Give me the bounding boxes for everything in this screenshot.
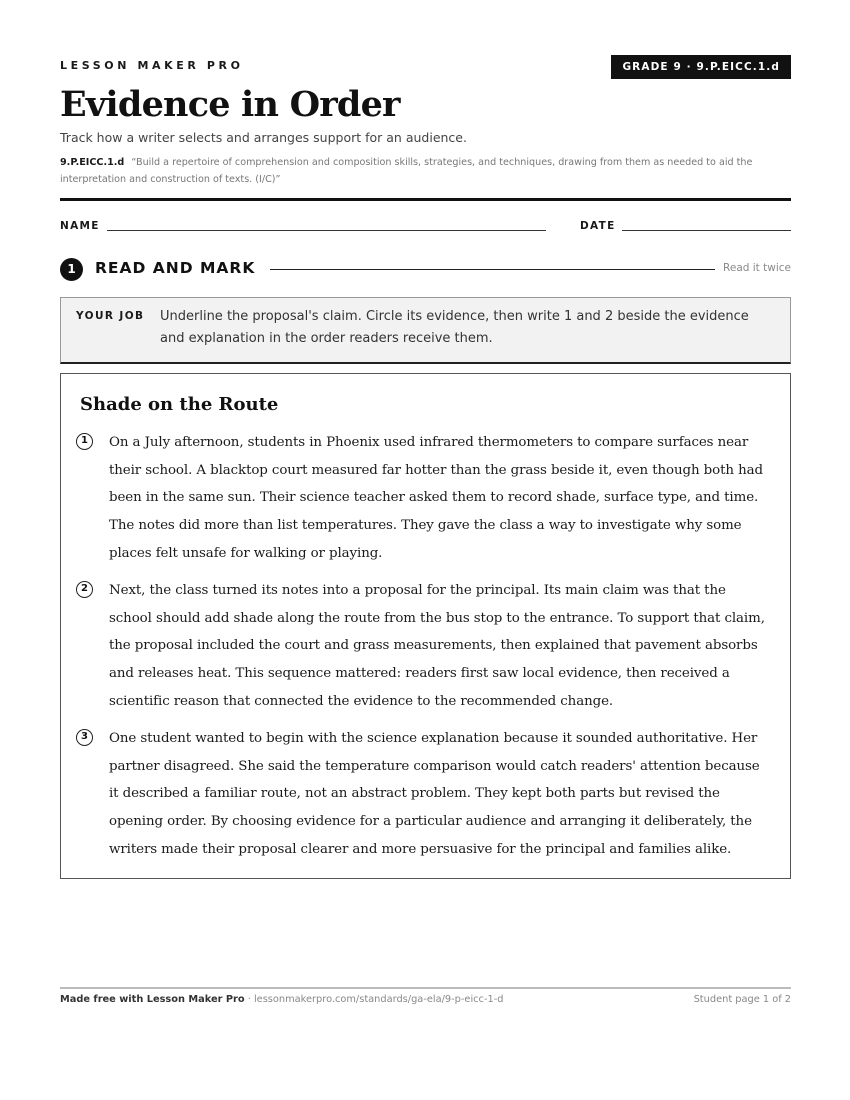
instructions-label: YOUR JOB [76, 310, 145, 322]
section-number-badge: 1 [60, 258, 83, 281]
header-divider [60, 198, 791, 201]
paragraph-number-badge: 2 [76, 581, 93, 598]
standard-code: 9.P.EICC.1.d [60, 157, 125, 168]
name-field-line[interactable] [107, 230, 546, 231]
section-divider [270, 269, 715, 270]
grade-badge: GRADE 9 · 9.P.EICC.1.d [611, 55, 791, 79]
page-indicator: Student page 1 of 2 [693, 994, 791, 1005]
instructions-box [60, 297, 791, 364]
footer-made-with: Made free with Lesson Maker Pro [60, 994, 245, 1005]
standard-description [60, 154, 791, 188]
section-title: READ AND MARK [95, 259, 256, 277]
section-note: Read it twice [723, 262, 791, 274]
paragraph-number-badge: 1 [76, 433, 93, 450]
name-label: NAME [60, 220, 100, 232]
footer-credit [60, 994, 503, 1005]
page-title: Evidence in Order [60, 84, 400, 125]
date-label: DATE [580, 220, 616, 232]
reading-passage [60, 373, 791, 879]
footer-separator: · [244, 994, 254, 1005]
header-row [60, 55, 791, 81]
brand-name: LESSON MAKER PRO [60, 59, 244, 72]
standard-text: “Build a repertoire of comprehension and composition skills, strategies, and techniques, drawing from them as needed to aid the interpretation and construction of texts. (I/C)” [60, 157, 753, 185]
footer-url[interactable]: lessonmakerpro.com/standards/ga-ela/9-p-eicc-1-d [253, 994, 504, 1005]
paragraph-text: One student wanted to begin with the science explanation because it sounded authoritative. Her partner disagreed. She said the temperature comparison would catch readers' attention because it described a familiar route, not an abstract problem. They kept both parts but revised the opening order. By choosing evidence for a particular audience and arranging it deliberately, the writers made their proposal clearer and more persuasive for the principal and families alike. [109, 731, 760, 857]
footer-divider [60, 987, 791, 989]
instructions-text: Underline the proposal's claim. Circle its evidence, then write 1 and 2 beside the evidence and explanation in the order readers receive them. [160, 309, 749, 346]
page-subtitle: Track how a writer selects and arranges support for an audience. [60, 130, 467, 145]
date-field-line[interactable] [622, 230, 791, 231]
paragraph-text: On a July afternoon, students in Phoenix used infrared thermometers to compare surfaces near their school. A blacktop court measured far hotter than the grass beside it, even though both had been in the same sun. Their science teacher asked them to record shade, surface type, and time. The notes did more than list temperatures. They gave the class a way to investigate why some places felt unsafe for walking or playing. [109, 435, 763, 561]
paragraph-text: Next, the class turned its notes into a proposal for the principal. Its main claim was that the school should add shade along the route from the bus stop to the entrance. To support that claim, the proposal included the court and grass measurements, then explained that pavement absorbs and releases heat. This sequence mattered: readers first saw local evidence, then received a scientific reason that connected the evidence to the recommended change. [109, 583, 765, 709]
passage-title: Shade on the Route [80, 394, 279, 415]
paragraph-number-badge: 3 [76, 729, 93, 746]
